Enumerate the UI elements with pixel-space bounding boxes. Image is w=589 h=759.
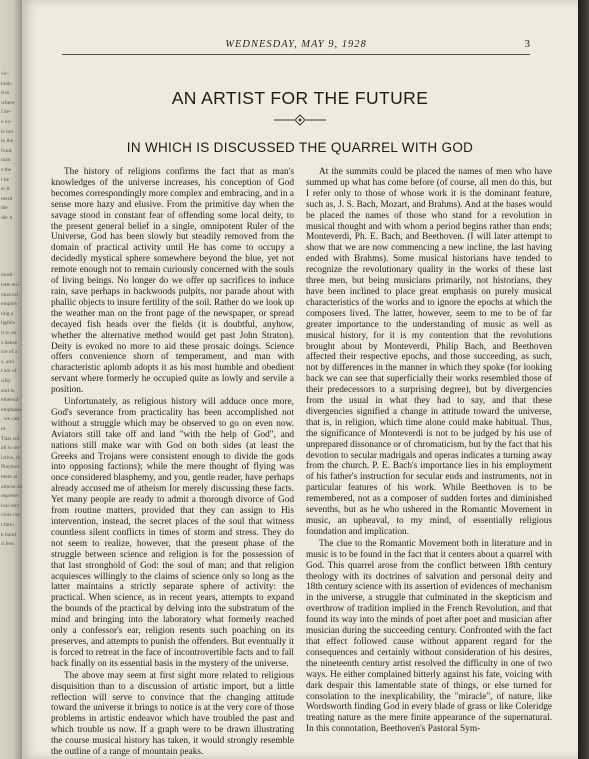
paragraph: The history of religions confirms the fact that as man's knowledges of the universe increases, his conception of God becomes correspondingly more complex and embracing, and in a sense more hazy and elusive. From the primitive day when the savage stood in constant fear of offending some local deity, to the present general belief in a single, omnipotent Ruler of the Universe, God has been slowly but steadily removed from the domain of practical activity until He has come to occupy a decidedly mystical sphere somewhere beyond the blue, yet not remote enough not to remain curiously concerned with the souls of living beings. No longer do we offer up sacrifices to induce rain, save perhaps in backwoods pulpits, nor parade about with phallic objects to insure fertility of the soil. Rather do we look up the weather man on the front page of the newspaper, or spread decayed fish heads over the fields (it is doubtful, anyhow, whether the alternative method would get past John Straton). Deity is evoked no more to aid these prosaic doings. Science offers convenience shorn of temperament, and man with characteristic aplomb adopts it as his most humble and obedient servant where formerly he occupied quite as lowly and servile a position.: [51, 167, 294, 396]
page-number: 3: [524, 38, 530, 50]
article-title: AN ARTIST FOR THE FUTURE: [171, 88, 429, 108]
article-subtitle: IN WHICH IS DISCUSSED THE QUARREL WITH GOD: [126, 140, 474, 155]
paragraph: The clue to the Romantic Movement both in literature and in music is to be found in the fact that it centers about a quarrel with God. This quarrel arose from the conflict between 18th century theology with its doctrines of salvation and personal deity and 18th century science with its assertion of evidences of mechanism in the universe, a struggle that culminated in the skepticism and overthrow of tradition implied in the French Revolution, and that found its way into the minds of poet after poet and musician after musician during the succeeding century. Confronted with the fact that effect followed cause without apparent regard for the consequences and certainly without consideration of his desires, the nineteenth century artist resolved the difficulty in one of two ways. He either complained bitterly against his fate, voicing with dark despair this lamentable state of things, or else turned for consolation to the inexplicability, the "miracle", of nature, like Wordsworth finding God in every blade of grass or like Coleridge treating nature as the mere finite appearance of the supernatural. In this connotation, Beethoven's Pastoral Sym-: [306, 538, 552, 735]
right-column: [306, 167, 552, 735]
adjacent-page-edge: [0, 0, 22, 759]
adjacent-page-text-fragments: vic- look- d to where f be- n ex- is not in the food, man s the t be er it merit the der it modi- lette en- musical employ- ting a ligible it to an s dance ice of a s, and t are of silly and in ethereal emphasis . we can ur That wil all to un- ictive, th Playbou ment ar almost an represer ical serv ctors cor t fami k band d Jess: [1, 71, 22, 548]
magazine-page: [22, 0, 578, 759]
issue-date: WEDNESDAY, MAY 9, 1928: [225, 39, 367, 50]
page-binding-shadow: [578, 0, 589, 759]
paragraph: The above may seem at first sight more related to religious disquisition than to a discussion of artistic import, but a little reflection will serve to convince that the changing attitude toward the universe it brings to notice is at the very core of those problems in artistic endeavor which have troubled the past and which trouble us now. If a graph were to be drawn illustrating the course musical history has taken, it would strongly resemble the outline of a range of mountain peaks.: [51, 670, 294, 758]
title-ornament-icon: [274, 114, 326, 126]
running-header: [62, 38, 530, 55]
paragraph: Unfortunately, as religious history will adduce once more, God's severance from practicality has been accomplished not without a struggle which may be observed to go on even now. Aviators still take off and land "with the help of God", and nations still make war with God on both sides (at least the Greeks and Trojans were consistent enough to divide the gods into opposing factions); while the mere thought of flying was once considered blasphemy, and you, gentle reader, have perhaps already accused me of atheism for merely discussing these facts. Yet many people are ready to admit a thorough divorce of God from routine matters, provided that they can assign to His intervention, instead, the secret places of the soul that witness countless silent conflicts in times of storm and stress. They do not seem to realize, however, that the present phase of the struggle between science and religion is for the possession of that last stronghold of God: the soul of man; and that religion acquiesces willingly to the claims of science only so long as the latter maintains a strictly separate sphere of activity: the practical. When science, as in recent years, attempts to expand the bounds of the practical by delving into the substratum of the mind and bringing into the laboratory what formerly reached only a confessor's ear, religion resents such poaching on its preserves, and attempts to punish the offenders. But eventually it is forced to retreat in the face of incontrovertible facts and to fall back finally on its essential basis in the mystery of the universe.: [51, 397, 294, 669]
paragraph: At the summits could be placed the names of men who have summed up what has come before (of course, all men do this, but I refer only to those of whose work it is the dominant feature, such as, J. S. Bach, Mozart, and Brahms). And at the bases would be placed the names of those who stand for a revolution in musical thought and with whom a period begins rather than ends; Monteverdi, Ph. E. Bach, and Beethoven. (I will later attempt to show that we are now commencing a new incline, the last having ended with Brahms). Some musical historians have tended to recognize the revolutionary quality in the works of these last three men, but being musicians primarily, not historians, they have been inclined to place great emphasis on purely musical characteristics of the works and to ignore the epochs at which the composers lived. The latter, however, seem to me to be of far greater importance to the understanding of music as well as musical history, for it is my contention that the revolutions brought about by Monteverdi, Philip Bach, and Beethoven affected their respective epochs, and those succeeding, as such, not by differences in the manner in which they spoke (for looking back we can see that superficially their works resembled those of their predecessors to a surprising degree), but by divergencies from the usual in what they had to say, and that these divergencies signified a change in attitude toward the universe, that is, in religion, which time alone could make habitual. Thus, the significance of Monteverdi is not to be judged by his use of unprepared dissonance or of chromaticism, but by the fact that his devotion to secular madrigals and operas indicates a turning away from the church. P. E. Bach's importance lies in his employment of his father's instruction for secular ends and instruments, not in particular features of his work. While Beethoven is to be remembered, not as a composer of sudden fortes and diminished sevenths, but as he who ushered in the Romantic Movement in music, an upheaval, to my mind, of essentially religious foundation and implication.: [306, 167, 552, 537]
left-column: [51, 167, 294, 758]
